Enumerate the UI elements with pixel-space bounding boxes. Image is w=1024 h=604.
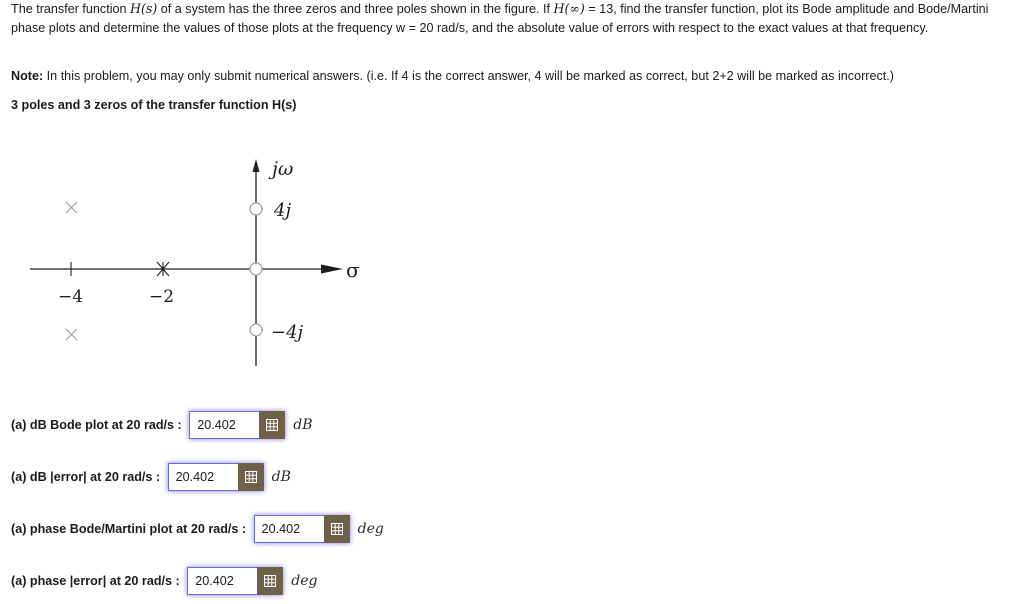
answer-box <box>189 411 285 439</box>
answer-box <box>187 567 283 595</box>
db-bode-input[interactable] <box>189 411 259 439</box>
pole-marker <box>66 329 77 340</box>
zero-marker <box>250 263 262 275</box>
figure-heading: 3 poles and 3 zeros of the transfer function H(s) <box>11 98 297 112</box>
transfer-function-symbol: H(s) <box>130 1 158 16</box>
problem-statement <box>11 0 1001 37</box>
answer-label: (a) dB |error| at 20 rad/s : <box>11 470 164 484</box>
calculator-icon <box>266 419 278 431</box>
pole-zero-plot <box>25 148 370 373</box>
real-axis-label: σ <box>346 258 360 282</box>
unit-label: dB <box>271 469 291 485</box>
zero-marker <box>250 324 262 336</box>
phase-error-input[interactable] <box>187 567 257 595</box>
imag-axis-arrow <box>253 159 260 172</box>
tick-label-minus-2: −2 <box>149 287 175 307</box>
calculator-button[interactable] <box>238 463 264 491</box>
calculator-icon <box>331 523 343 535</box>
unit-label: dB <box>293 417 313 433</box>
unit-label: deg <box>291 573 318 589</box>
db-error-input[interactable] <box>168 463 238 491</box>
answer-label: (a) phase Bode/Martini plot at 20 rad/s : <box>11 522 250 536</box>
note <box>11 67 1001 86</box>
transfer-function-infinity: H(∞) <box>553 1 585 16</box>
zero-marker <box>250 203 262 215</box>
tick-label-4j: 4j <box>274 200 292 221</box>
pole-marker <box>66 202 77 213</box>
imag-axis-label: jω <box>272 158 294 180</box>
answer-box <box>168 463 264 491</box>
answer-row-db-error <box>11 462 291 492</box>
note-text: In this problem, you may only submit numerical answers. (i.e. If 4 is the correct answer, 4 will be marked as correct, but 2+2 will be marked as incorrect.) <box>43 69 894 83</box>
problem-text-c: = 13, find the transfer function, plot its Bode amplitude and Bode/Martini phase plots and determine the values of those plots at the frequency w = 20 rad/s, and the absolute value of errors with respect to the exact values at that frequency. <box>11 2 989 35</box>
unit-label: deg <box>357 521 384 537</box>
answer-box <box>254 515 350 543</box>
problem-text-a: The transfer function <box>11 2 131 16</box>
calculator-button[interactable] <box>324 515 350 543</box>
calculator-button[interactable] <box>259 411 285 439</box>
calculator-button[interactable] <box>257 567 283 595</box>
calculator-icon <box>264 575 276 587</box>
note-label: Note: <box>11 69 44 83</box>
answer-label: (a) dB Bode plot at 20 rad/s : <box>11 418 186 432</box>
answer-label: (a) phase |error| at 20 rad/s : <box>11 574 184 588</box>
tick-label-minus-4: −4 <box>58 287 84 307</box>
tick-label-minus-4j: −4j <box>271 322 304 343</box>
problem-text-b: of a system has the three zeros and three poles shown in the figure. If <box>157 2 554 16</box>
phase-bode-input[interactable] <box>254 515 324 543</box>
real-axis-arrow <box>321 265 343 274</box>
answer-row-phase-bode <box>11 514 384 544</box>
answer-row-db-bode <box>11 410 312 440</box>
answer-row-phase-error <box>11 566 317 596</box>
calculator-icon <box>245 471 257 483</box>
